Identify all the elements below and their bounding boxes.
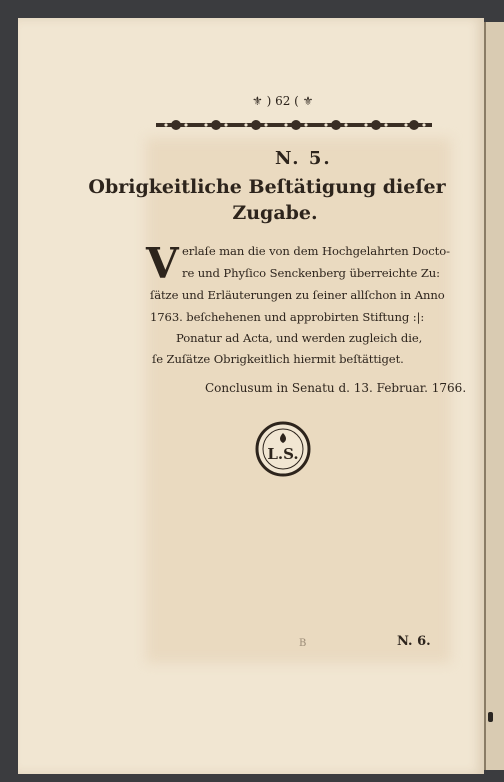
section-title-line-2: Zugabe. (232, 202, 318, 224)
body-line-6: ſe Zuſätze Obrigkeitlich hiermit beſtättiget. (152, 352, 404, 366)
running-head: ⚜ ) 62 ( ⚜ (252, 94, 314, 108)
section-number: N. 5. (275, 148, 332, 169)
body-line-5: Ponatur ad Acta, und werden zugleich die, (176, 331, 423, 345)
catchword: N. 6. (397, 634, 431, 649)
section-title-line-1: Obrigkeitliche Beſtätigung dieſer (88, 176, 446, 198)
body-line-4: 1763. beſchehenen und approbirten Stiftung :|: (150, 310, 425, 324)
ornamental-border (156, 120, 432, 130)
body-line-1: erlaſe man die von dem Hochgelahrten Docto- (182, 244, 450, 258)
seal-text: L.S. (267, 445, 299, 463)
conclusum-line: Conclusum in Senatu d. 13. Februar. 1766. (205, 381, 467, 395)
seal-emblem (255, 421, 311, 477)
drop-initial: V (146, 239, 179, 288)
body-line-3: ſätze und Erläuterungen zu ſeiner allſchon in Anno (150, 288, 445, 302)
body-line-2: re und Phyſico Senckenberg überreichte Zu: (182, 266, 440, 280)
signature-mark: B (299, 638, 307, 649)
